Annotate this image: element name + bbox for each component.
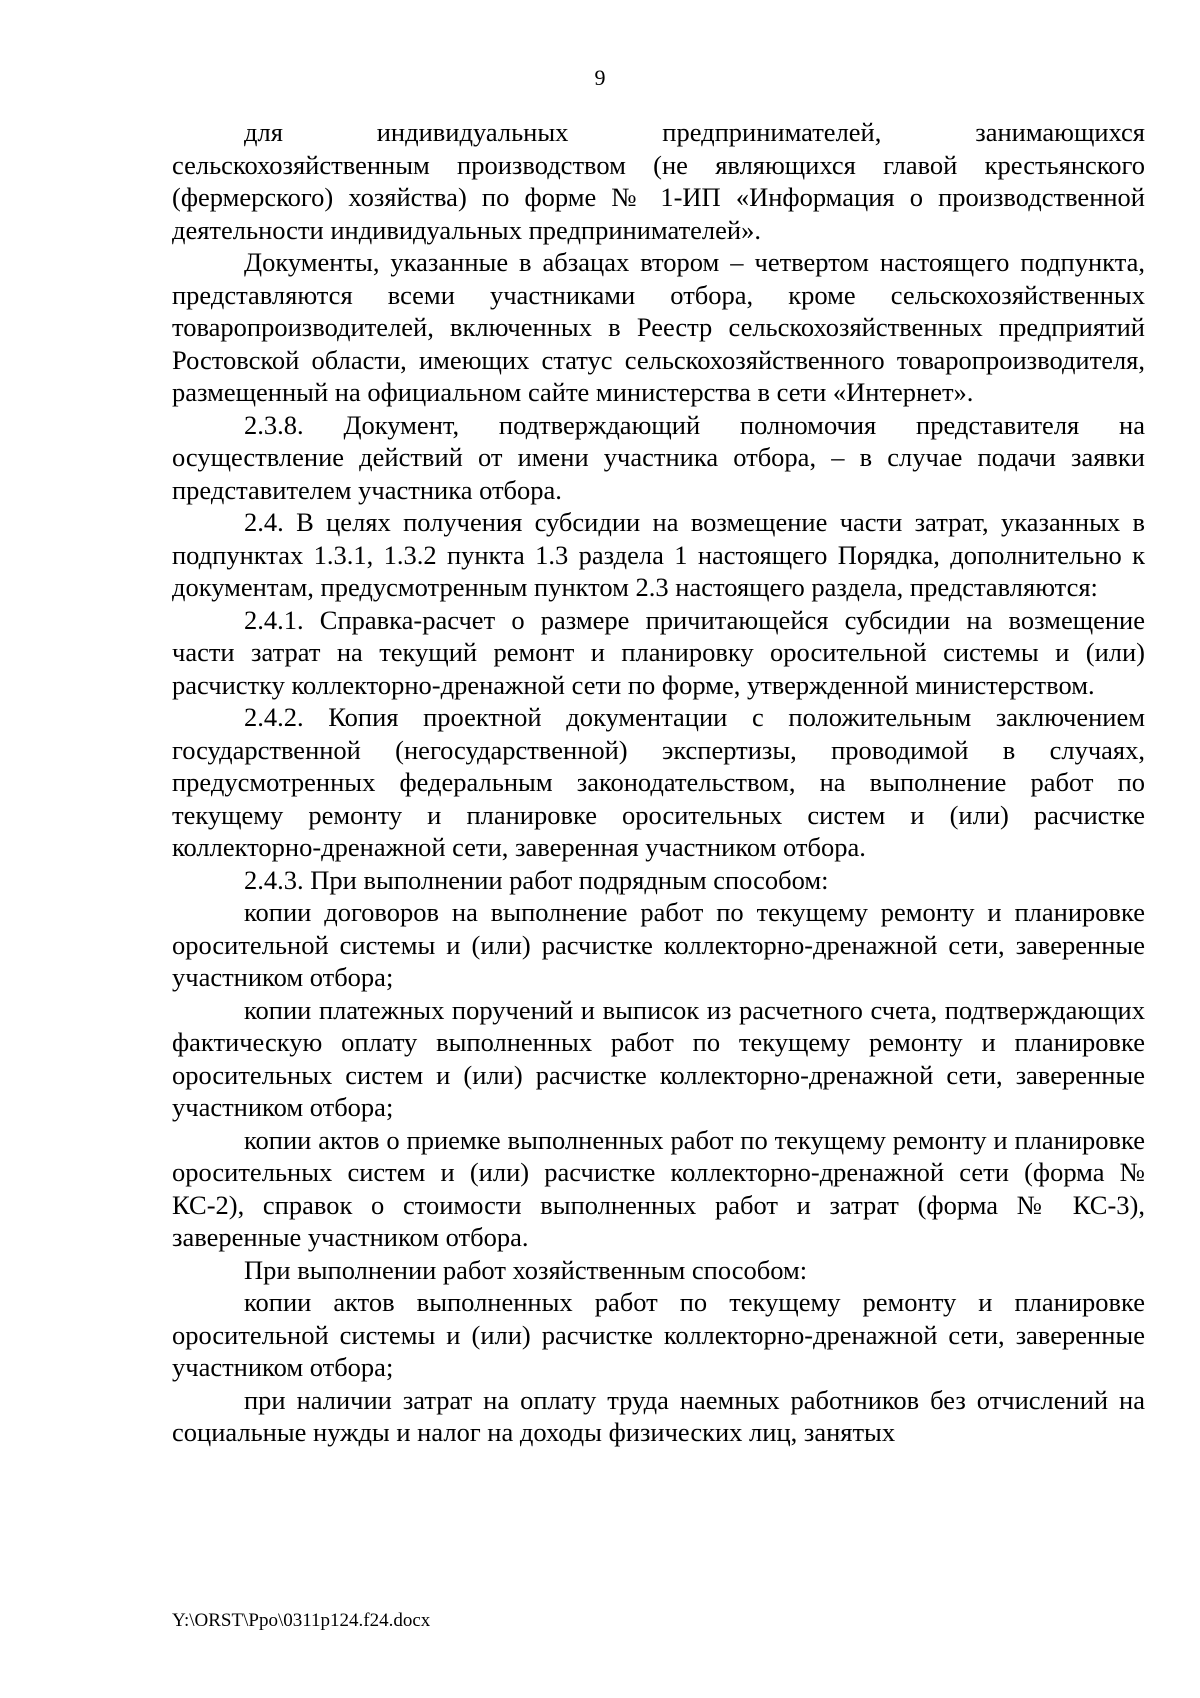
paragraph: Документы, указанные в абзацах втором – четвертом настоящего подпункта, представляются всеми участниками отбора, кроме сельскохозяйственных товаропроизводителей, включенных в Реестр сельскохозяйственных предприятий Ростовской области, имеющих статус сельскохозяйственного товаропроизводителя, размещенный на официальном сайте министерства в сети «Интернет».: [172, 247, 1145, 407]
paragraph: для индивидуальных предпринимателей, занимающихся сельскохозяйственным производством (не являющихся главой крестьянского (фермерского) хозяйства) по форме № 1-ИП «Информация о производственной деятельности индивидуальных предпринимателей».: [172, 117, 1145, 245]
paragraph: 2.3.8. Документ, подтверждающий полномочия представителя на осуществление действий от имени участника отбора, – в случае подачи заявки представителем участника отбора.: [172, 409, 1145, 505]
footer-file-path: Y:\ORST\Ppo\0311p124.f24.docx: [172, 1610, 431, 1631]
paragraph: При выполнении работ хозяйственным способом:: [244, 1254, 808, 1285]
paragraph: 2.4.3. При выполнении работ подрядным способом:: [244, 864, 829, 895]
paragraph: 2.4. В целях получения субсидии на возмещение части затрат, указанных в подпунктах 1.3.1, 1.3.2 пункта 1.3 раздела 1 настоящего Порядка, дополнительно к документам, предусмотренным пунктом 2.3 настоящего раздела, представляются:: [172, 507, 1145, 602]
paragraph: копии актов о приемке выполненных работ по текущему ремонту и планировке оросительных систем и (или) расчистке коллекторно-дренажной сети (форма № КС-2), справок о стоимости выполненных работ и затрат (форма № КС-3), заверенные участником отбора.: [172, 1124, 1145, 1252]
document-body: [172, 116, 1145, 1449]
paragraph: копии договоров на выполнение работ по текущему ремонту и планировке оросительной системы и (или) расчистке коллекторно-дренажной сети, заверенные участником отбора;: [172, 897, 1145, 992]
paragraph: копии актов выполненных работ по текущему ремонту и планировке оросительной системы и (или) расчистке коллекторно-дренажной сети, заверенные участником отбора;: [172, 1287, 1145, 1382]
paragraph: копии платежных поручений и выписок из расчетного счета, подтверждающих фактическую оплату выполненных работ по текущему ремонту и планировке оросительных систем и (или) расчистке коллекторно-дренажной сети, заверенные участником отбора;: [172, 994, 1145, 1122]
page-number: 9: [594, 65, 606, 90]
paragraph: 2.4.2. Копия проектной документации с положительным заключением государственной (негосударственной) экспертизы, проводимой в случаях, предусмотренных федеральным законодательством, на выполнение работ по текущему ремонту и планировке оросительных систем и (или) расчистке коллекторно-дренажной сети, заверенная участником отбора.: [172, 702, 1145, 862]
paragraph: 2.4.1. Справка-расчет о размере причитающейся субсидии на возмещение части затрат на текущий ремонт и планировку оросительной системы и (или) расчистку коллекторно-дренажной сети по форме, утвержденной министерством.: [172, 604, 1145, 700]
paragraph: при наличии затрат на оплату труда наемных работников без отчислений на социальные нужды и налог на доходы физических лиц, занятых: [172, 1384, 1145, 1447]
